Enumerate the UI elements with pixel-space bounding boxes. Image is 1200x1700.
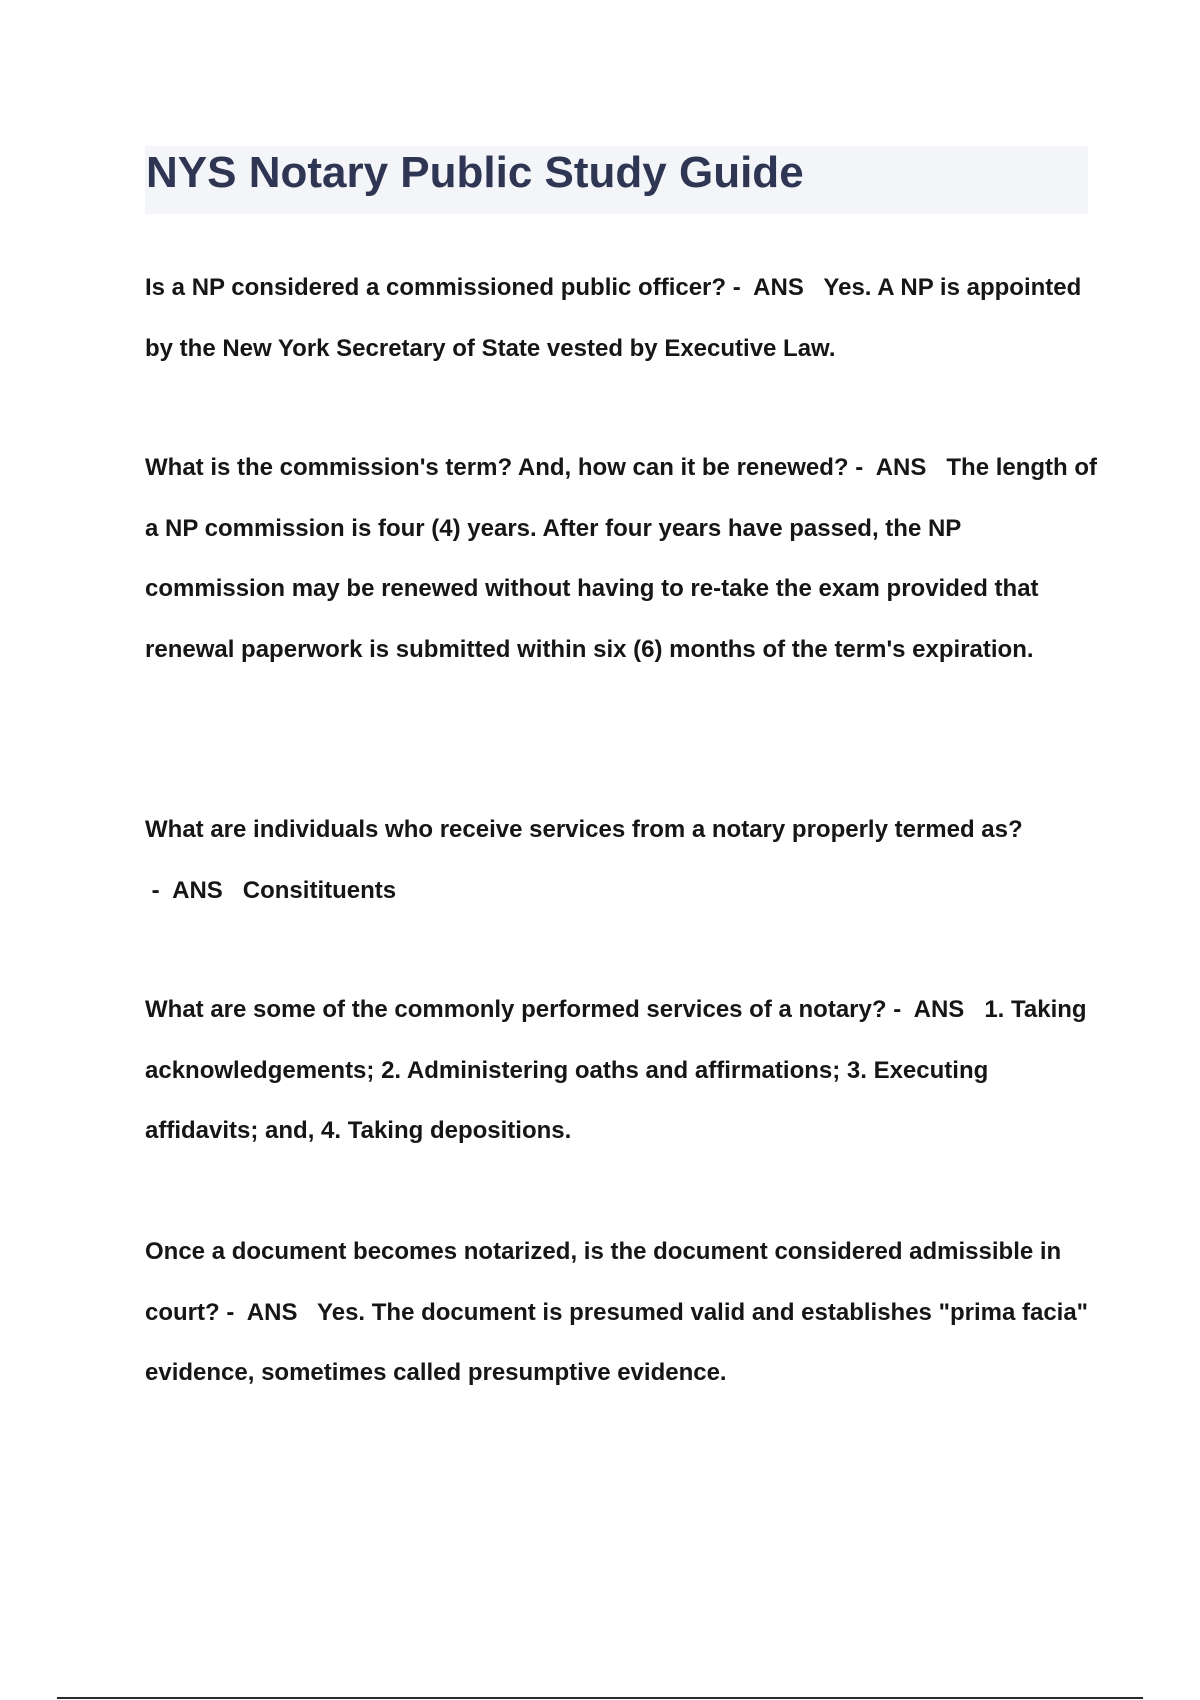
question-3: What are individuals who receive services from a notary properly termed as? [145, 816, 1023, 843]
page-title: NYS Notary Public Study Guide [146, 148, 804, 197]
ans-separator-2: - ANS [848, 454, 947, 481]
ans-separator-1: - ANS [726, 274, 824, 301]
ans-separator-5: - ANS [219, 1298, 318, 1326]
qa-item-3 [145, 800, 1100, 921]
question-1: Is a NP considered a commissioned public officer? [145, 274, 727, 301]
question-2: What is the commission's term? And, how can it be renewed? [145, 454, 849, 481]
question-5: Once a document becomes notarized, is the document considered admissible in court? [145, 1238, 1062, 1326]
qa-item-1 [145, 258, 1100, 379]
qa-item-2 [145, 438, 1100, 681]
answer-1: Yes. A NP is appointed by the New York Secretary of State vested by Executive Law. [145, 274, 1082, 362]
ans-separator-3: - ANS [145, 876, 243, 904]
answer-2: The length of a NP commission is four (4) years. After four years have passed, the NP commission may be renewed without having to re-take the exam provided that renewal paperwork is submitted within six (6) months of the term's expiration. [145, 454, 1098, 664]
answer-5: Yes. The document is presumed valid and establishes "prima facia" evidence, sometimes called presumptive evidence. [145, 1298, 1089, 1387]
answer-3: Consitituents [242, 876, 397, 904]
ans-separator-4: - ANS [886, 996, 985, 1023]
question-4: What are some of the commonly performed services of a notary? [145, 996, 887, 1023]
answer-4: 1. Taking acknowledgements; 2. Administering oaths and affirmations; 3. Executing affidavits; and, 4. Taking depositions. [145, 996, 1087, 1145]
footer-divider [57, 1697, 1143, 1699]
qa-item-5 [145, 1222, 1100, 1404]
qa-item-4 [145, 980, 1100, 1162]
